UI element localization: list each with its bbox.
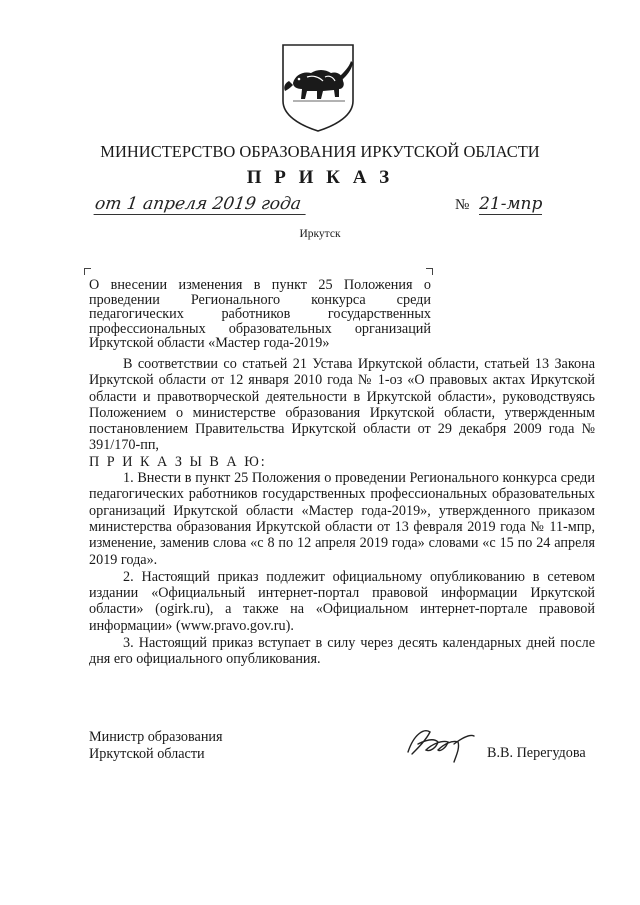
date-prefix: от [93,194,123,214]
order-item-3: 3. Настоящий приказ вступает в силу через десять календарных дней после дня его официального опубликования. [89,635,595,668]
document-type-title: П Р И К А З [246,167,394,188]
document-subject: О внесении изменения в пункт 25 Положения о проведении Регионального конкурса среди педагогических работников государственных профессиональных образовательных организаций Иркутской области «Мастер года-2019» [89,277,431,352]
number-prefix: № [455,197,470,213]
date-value: 1 апреля 2019 года [125,194,303,214]
preamble-paragraph: В соответствии со статьей 21 Устава Иркутской области, статьей 13 Закона Иркутской области от 12 января 2010 года № 1-оз «О правовых актах Иркутской области и правотворческой деятельности в Иркутской области», руководствуясь Положением о министерстве образования Иркутской области, утвержденным постановлением Правительства Иркутской области от 29 декабря 2009 года № 391/170-пп, [89,356,595,454]
order-item-1: 1. Внести в пункт 25 Положения о проведении Регионального конкурса среди педагогических работников государственных профессиональных образовательных организаций Иркутской области «Мастер года-2019», утвержденного приказом министерства образования Иркутской области от 13 февраля 2019 года № 11-мпр, изменение, заменив слова «с 8 по 12 апреля 2019 года» словами «с 15 по 24 апреля 2019 года». [89,470,595,568]
signatory-title-line-2: Иркутской области [89,745,205,762]
date-line [95,194,307,215]
city-name: Иркутск [299,228,341,240]
coat-of-arms-emblem [263,41,373,133]
ministry-name: МИНИСТЕРСТВО ОБРАЗОВАНИЯ ИРКУТСКОЙ ОБЛАСТИ [100,142,540,161]
document-body [89,356,595,668]
order-item-2: 2. Настоящий приказ подлежит официальному опубликованию в сетевом издании «Официальный интернет-портал правовой информации Иркутской области» (ogirk.ru), а также на «Официальном интернет-портале правовой информации» (www.pravo.gov.ru). [89,568,595,634]
signatory-title-line-1: Министр образования [89,729,223,745]
order-number-handwritten: 21-мпр [479,194,543,214]
subject-bracket-right [426,268,433,275]
order-word: П Р И К А З Ы В А Ю: [89,453,267,470]
signatory-title [89,729,223,762]
order-number-line [455,194,542,215]
subject-bracket-left [84,268,91,275]
handwritten-signature [404,722,478,764]
signatory-name: В.В. Перегудова [487,745,586,761]
date-handwritten-field [94,194,309,215]
